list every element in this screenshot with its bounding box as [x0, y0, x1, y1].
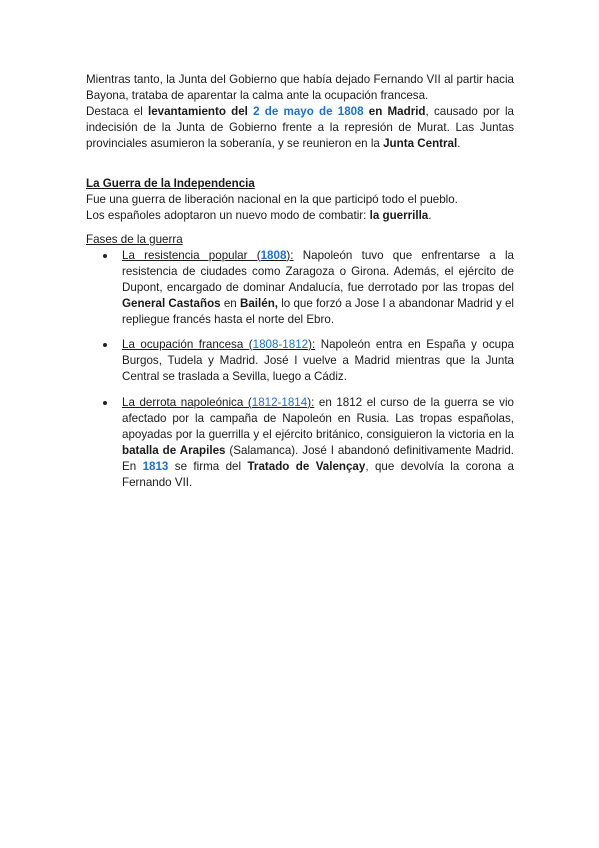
- section-line-1: Fue una guerra de liberación nacional en la que participó todo el pueblo.: [86, 193, 458, 206]
- phases-heading: Fases de la guerra: [86, 233, 183, 246]
- intro-paragraph-1: Mientras tanto, la Junta del Gobierno que había dejado Fernando VII al partir hacia Bayona, trataba de aparentar la calma ante la ocupación francesa.: [86, 73, 514, 102]
- date-highlight: 2 de mayo de 1808: [253, 105, 364, 118]
- phase-item-2: La ocupación francesa (1808-1812): Napoleón entra en España y ocupa Burgos, Tudela y Madrid. José I vuelve a Madrid mientras que la Junta Central se traslada a Sevilla, luego a Cádiz.: [86, 337, 514, 385]
- phase-title: La derrota napoleónica (1812-1814):: [122, 396, 315, 409]
- bullet-icon: [103, 343, 107, 347]
- guerra-section: [86, 176, 514, 224]
- phase-item-3: La derrota napoleónica (1812-1814): en 1812 el curso de la guerra se vio afectado por la campaña de Napoleón en Rusia. Las tropas españolas, apoyadas por la guerrilla y el ejército británico, consiguieron la victoria en la batalla de Arapiles (Salamanca). José I abandonó definitivamente Madrid. En 1813 se firma del Tratado de Valençay, que devolvía la corona a Fernando VII.: [86, 395, 514, 491]
- intro-section: [86, 72, 514, 152]
- intro-paragraph-2: Destaca el levantamiento del 2 de mayo de 1808 en Madrid, causado por la indecisión de la Junta de Gobierno frente a la represión de Murat. Las Juntas provinciales asumieron la soberanía, y se reunieron en la Junta Central.: [86, 105, 514, 150]
- bullet-icon: [103, 401, 107, 405]
- bullet-icon: [103, 254, 107, 258]
- phase-title: La ocupación francesa (1808-1812):: [122, 338, 316, 351]
- section-title: La Guerra de la Independencia: [86, 177, 255, 190]
- phase-item-1: La resistencia popular (1808): Napoleón tuvo que enfrentarse a la resistencia de ciudades como Zaragoza o Girona. Además, el ejército de Dupont, encargado de dominar Andalucía, fue derrotado por las tropas del General Castaños en Bailén, lo que forzó a Jose I a abandonar Madrid y el repliegue francés hasta el norte del Ebro.: [86, 248, 514, 328]
- section-line-2: Los españoles adoptaron un nuevo modo de combatir: la guerrilla.: [86, 209, 432, 222]
- phase-title: La resistencia popular (1808):: [122, 249, 294, 262]
- phases-heading-block: [86, 232, 514, 248]
